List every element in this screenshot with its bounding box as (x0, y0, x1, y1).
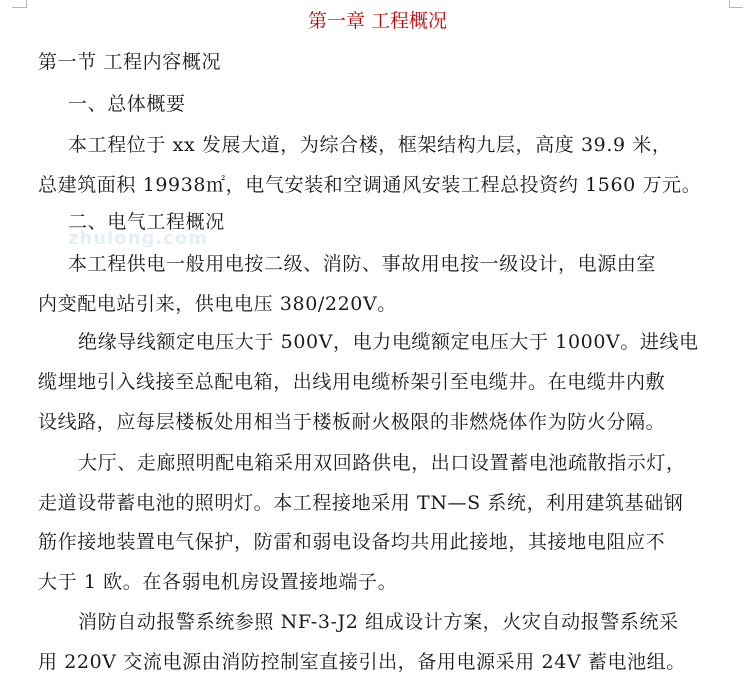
paragraph-line: 用 220V 交流电源由消防控制室直接引出，备用电源采用 24V 蓄电池组。 (38, 651, 686, 673)
crop-mark-top-left-horizontal (12, 7, 26, 8)
paragraph-line: 筋作接地装置电气保护，防雷和弱电设备均共用此接地，其接地电阻应不 (38, 531, 666, 553)
heading-electrical: 二、电气工程概况 (68, 211, 225, 233)
paragraph-line: 消防自动报警系统参照 NF-3-J2 组成设计方案，火灾自动报警系统采 (78, 611, 679, 633)
paragraph-line: 大厅、走廊照明配电箱采用双回路供电，出口设置蓄电池疏散指示灯， (78, 452, 686, 474)
paragraph-line: 绝缘导线额定电压大于 500V，电力电缆额定电压大于 1000V。进线电 (78, 331, 699, 353)
crop-mark-top-right-vertical (729, 0, 730, 8)
crop-mark-top-right-horizontal (729, 7, 743, 8)
section-title: 第一节 工程内容概况 (38, 51, 222, 73)
paragraph-line: 大于 1 欧。在各弱电机房设置接地端子。 (38, 571, 398, 593)
heading-overview: 一、总体概要 (68, 93, 186, 115)
chapter-title: 第一章 工程概况 (307, 10, 448, 32)
paragraph-line: 设线路，应每层楼板处用相当于楼板耐火极限的非燃烧体作为防火分隔。 (38, 411, 666, 433)
watermark-text: zhulong.com (68, 228, 208, 249)
paragraph-line: 本工程供电一般用电按二级、消防、事故用电按一级设计，电源由室 (68, 253, 657, 275)
crop-mark-top-left-vertical (26, 0, 27, 8)
paragraph-line: 走道设带蓄电池的照明灯。本工程接地采用 TN—S 系统，利用建筑基础钢 (38, 492, 684, 514)
paragraph-line: 本工程位于 xx 发展大道，为综合楼，框架结构九层，高度 39.9 米， (68, 134, 672, 156)
paragraph-line: 内变配电站引来，供电电压 380/220V。 (38, 293, 397, 315)
paragraph-line: 总建筑面积 19938㎡，电气安装和空调通风安装工程总投资约 1560 万元。 (38, 174, 702, 196)
paragraph-line: 缆埋地引入线接至总配电箱，出线用电缆桥架引至电缆井。在电缆井内敷 (38, 371, 666, 393)
